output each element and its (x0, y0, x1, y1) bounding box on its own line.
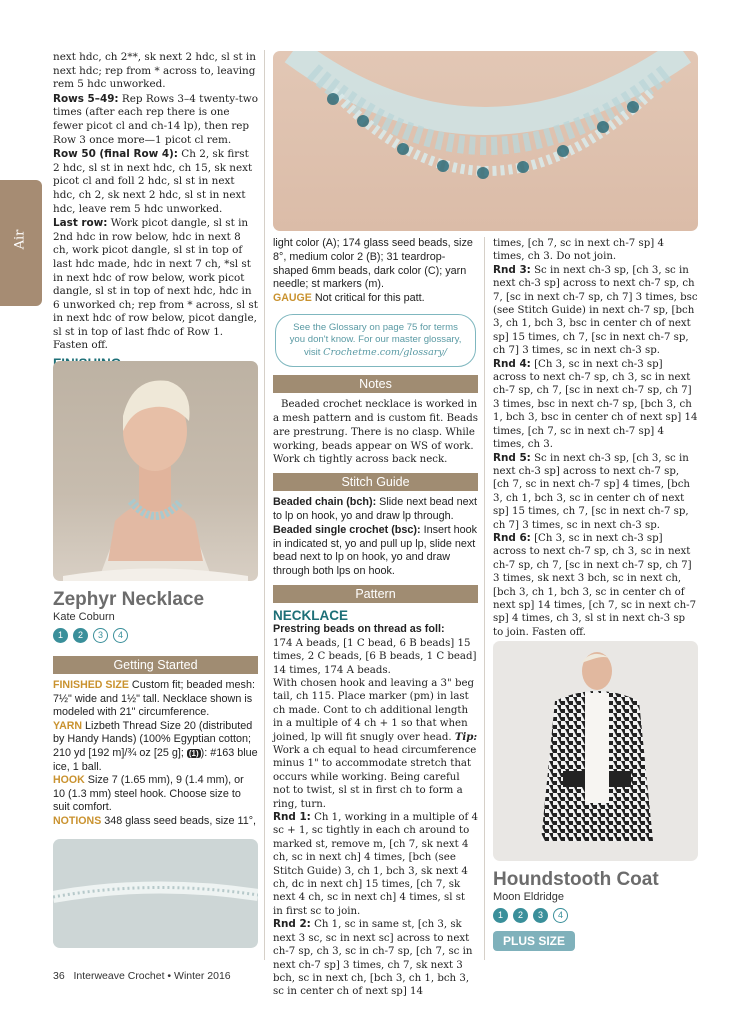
stitch-guide-bar: Stitch Guide (273, 473, 478, 491)
footer-bullet: • (167, 970, 172, 982)
skill-level-2: 2 (73, 628, 88, 643)
prestring-text: 174 A beads, [1 C bead, 6 B beads] 15 times, 2 C beads, [6 B beads, 1 C bead] 14 times, 174 A beads. (273, 637, 477, 676)
glossary-line-3: visit Crochetme.com/glossary/ (303, 346, 448, 358)
pattern-title: Zephyr Necklace (53, 589, 205, 610)
rnd-4: Rnd 4: [Ch 3, sc in next ch-3 sp] across to next ch-7 sp, ch 3, sc in next ch-7 sp, ch 7, [sc in next ch-7 sp, ch 7] 3 times, bsc in next ch-7 sp, [bch 3, ch 1, bch 3, bsc in center ch of next sp] 14 times, [ch 7, sc in next ch-7 sp] 4 times, ch 3. (493, 357, 698, 451)
glossary-line-1: See the Glossary on page 75 for terms (293, 321, 458, 333)
column-1 (53, 51, 258, 385)
coat-skill-level-2: 2 (513, 908, 528, 923)
section-tab (0, 180, 42, 306)
beaded-single-crochet: Beaded single crochet (bsc): Insert hook in indicated st, yo and pull up lp, slide next bead next to lp on hook, yo and draw through both lps on hook. (273, 523, 478, 578)
rows-5-49: Rows 5–49: Rep Rows 3–4 twenty-two times (after each rep there is one fewer picot cl and ch-14 lp), then rep Row 3 once more—1 picot cl rem. (53, 92, 258, 146)
rnd-6: Rnd 6: [Ch 3, sc in next ch-3 sp] across to next ch-7 sp, ch 3, sc in next ch-7 sp, ch 7, [sc in next ch-7 sp, ch 7] 3 times, sk next 3 bch, sc in next ch, [bch 3, ch 1, bch 3, sc in center ch of next sp] 14 times, [ch 7, sc in next ch-7 sp] 4 times, ch 3, sl st in next ch-3 sp to join. Fasten off. (493, 531, 697, 638)
notes-text: Beaded crochet necklace is worked in a mesh pattern and is custom fit. Beads are prestrung. There is no clasp. While working, beads appear on WS of work. Work ch tightly across back neck. (273, 399, 478, 466)
glossary-callout (275, 314, 476, 367)
houndstooth-header (493, 869, 698, 951)
coat-skill-levels (493, 908, 698, 923)
beaded-chain: Beaded chain (bch): Slide next bead next to lp on hook, yo and draw lp through. (273, 496, 478, 522)
zephyr-header (53, 589, 258, 643)
gauge: GAUGE Not critical for this patt. (273, 292, 425, 305)
rnd-3: Rnd 3: Sc in next ch-3 sp, [ch 3, sc in next ch-3 sp] across to next ch-7 sp, ch 7, [sc in next ch-7 sp, ch 7] 3 times, bsc (see Stitch Guide) in next ch-7 sp, [bch 3, ch 1, bch 3, bsc in center ch of next sp] 15 times, ch 7, [sc in next ch-7 sp, ch 7] 3 times, sc in next ch-3 sp. (493, 263, 698, 357)
coat-title: Houndstooth Coat (493, 869, 659, 890)
getting-started (53, 652, 258, 829)
getting-started-bar: Getting Started (53, 656, 258, 674)
model-illustration (53, 361, 258, 581)
rnd-1: Rnd 1: Ch 1, working in a multiple of 4 sc + 1, sc tightly in each ch around to marked st, remove m, [ch 7, sk next 4 ch, sc in next ch] 4 times, [bch (see Stitch Guide) 3, ch 1, bch 3, sk next 4 ch, dc in next ch] 15 times, [ch 7, sk next 4 ch, sc in next ch] 4 times, sl st in first sc to join. (273, 811, 478, 917)
necklace-heading: NECKLACE (273, 607, 349, 623)
coat-designer: Moon Eldridge (493, 891, 564, 903)
skill-level-4: 4 (113, 628, 128, 643)
column-divider-1 (264, 50, 265, 960)
coat-skill-level-3: 3 (533, 908, 548, 923)
coat-illustration (493, 641, 698, 861)
skill-level-1: 1 (53, 628, 68, 643)
necklace-flat-illustration (53, 839, 258, 948)
last-row: Last row: Work picot dangle, sl st in 2nd hdc in row below, hdc in next 8 ch, work picot dangle, sl st in top of last hdc made, hdc in next 7 ch, *sl st in next hdc of row below, work picot dangle, sl st in top of next hdc, hdc in 6 unworked ch; rep from * across, sl st in next hdc of row below, picot dangle, sl st in top of last fhdc of Row 1. Fasten off. (53, 217, 258, 352)
chain-instructions: With chosen hook and leaving a 3" beg tail, ch 115. Place marker (pm) in last ch made. Cont to ch additional length in a multiple of 4 ch + 1 so that when joined, lp will fit snugly over head. Tip: Work a ch equal to head circumference minus 1" to accommodate stretch that occurs while working. Being careful not to twist, sl st in first ch to form a ring, turn. (273, 677, 478, 810)
glossary-link[interactable]: Crochetme.com/glossary/ (323, 346, 448, 358)
row-50: Row 50 (final Row 4): Ch 2, sk first 2 hdc, sl st in next hdc, ch 15, sk next picot cl and foll 2 hdc, sl st in next hdc, ch 2, sk next 2 hdc, sl st in next hdc, leave rem 5 hdc unworked. (53, 148, 253, 215)
pattern-body-2 (273, 637, 478, 999)
column-divider-2 (484, 237, 485, 960)
rnd-2-continued: times, [ch 7, sc in next ch-7 sp] 4 times, ch 3. Do not join. (493, 238, 664, 263)
beaded-mesh-illustration (273, 51, 698, 231)
designer-name: Kate Coburn (53, 611, 115, 623)
yarn: YARN Lizbeth Thread Size 20 (distributed by Handy Hands) (100% Egyptian cotton; 210 yd [192 m]/¾ oz [25 g]; (1) ): #163 blue ice, 1 ball. (53, 719, 258, 773)
column-2 (273, 237, 478, 999)
rnd-5: Rnd 5: Sc in next ch-3 sp, [ch 3, sc in next ch-3 sp] across to next ch-7 sp, [ch 7, sc in next ch-7 sp] 4 times, [bch 3, ch 1, bch 3, sc in center ch of next sp] 15 times, ch 7, [sc in next ch-7 sp, ch 7] 3 times, sc in next ch-3 sp. (493, 451, 690, 531)
page-footer (53, 970, 231, 982)
skill-level-3: 3 (93, 628, 108, 643)
notions-continued: light color (A); 174 glass seed beads, size 8°, medium color 2 (B); 31 teardrop-shaped 6mm beads, dark color (C); yarn needle; st markers (m). (273, 237, 473, 291)
necklace-closeup-photo (273, 51, 698, 231)
necklace-flat-photo (53, 839, 258, 948)
hook: HOOK Size 7 (1.65 mm), 9 (1.4 mm), or 10 (1.3 mm) steel hook. Choose size to suit comfort. (53, 774, 244, 814)
houndstooth-coat-photo (493, 641, 698, 861)
page-number: 36 (53, 970, 65, 982)
coat-skill-level-1: 1 (493, 908, 508, 923)
finished-size: FINISHED SIZE Custom fit; beaded mesh: 7½" wide and 1½" tall. Necklace shown is modeled with 21" circumference. (53, 679, 255, 719)
model-necklace-photo (53, 361, 258, 581)
intro-text: next hdc, ch 2**, sk next 2 hdc, sl st in next hdc; rep from * across to, leaving rem 5 hdc unworked. (53, 51, 256, 91)
section-tab-label: Air (12, 229, 28, 250)
magazine-name: Interweave Crochet (73, 970, 165, 982)
issue-date: Winter 2016 (174, 970, 231, 982)
notes-bar: Notes (273, 375, 478, 393)
prestring-label: Prestring beads on thread as foll: (273, 622, 445, 635)
pattern-bar: Pattern (273, 585, 478, 603)
yarn-weight-icon: (1) (188, 748, 199, 758)
skill-levels (53, 628, 258, 643)
notions: NOTIONS 348 glass seed beads, size 11°, (53, 814, 257, 827)
column-3 (493, 237, 698, 671)
coat-skill-level-4: 4 (553, 908, 568, 923)
rnd-2: Rnd 2: Ch 1, sc in same st, [ch 3, sk next 3 sc, sc in next sc] across to next ch-7 sp, ch 3, sc in ch-7 sp, [ch 7, sc in next ch-7 sp] 3 times, ch 7, sk next 3 bch, sc in next ch, [bch 3, ch 1, bch 3, sc in center ch of next sp] 14 (273, 918, 473, 998)
glossary-line-2: you don't know. For our master glossary, (289, 334, 462, 346)
plus-size-badge: PLUS SIZE (493, 931, 575, 951)
